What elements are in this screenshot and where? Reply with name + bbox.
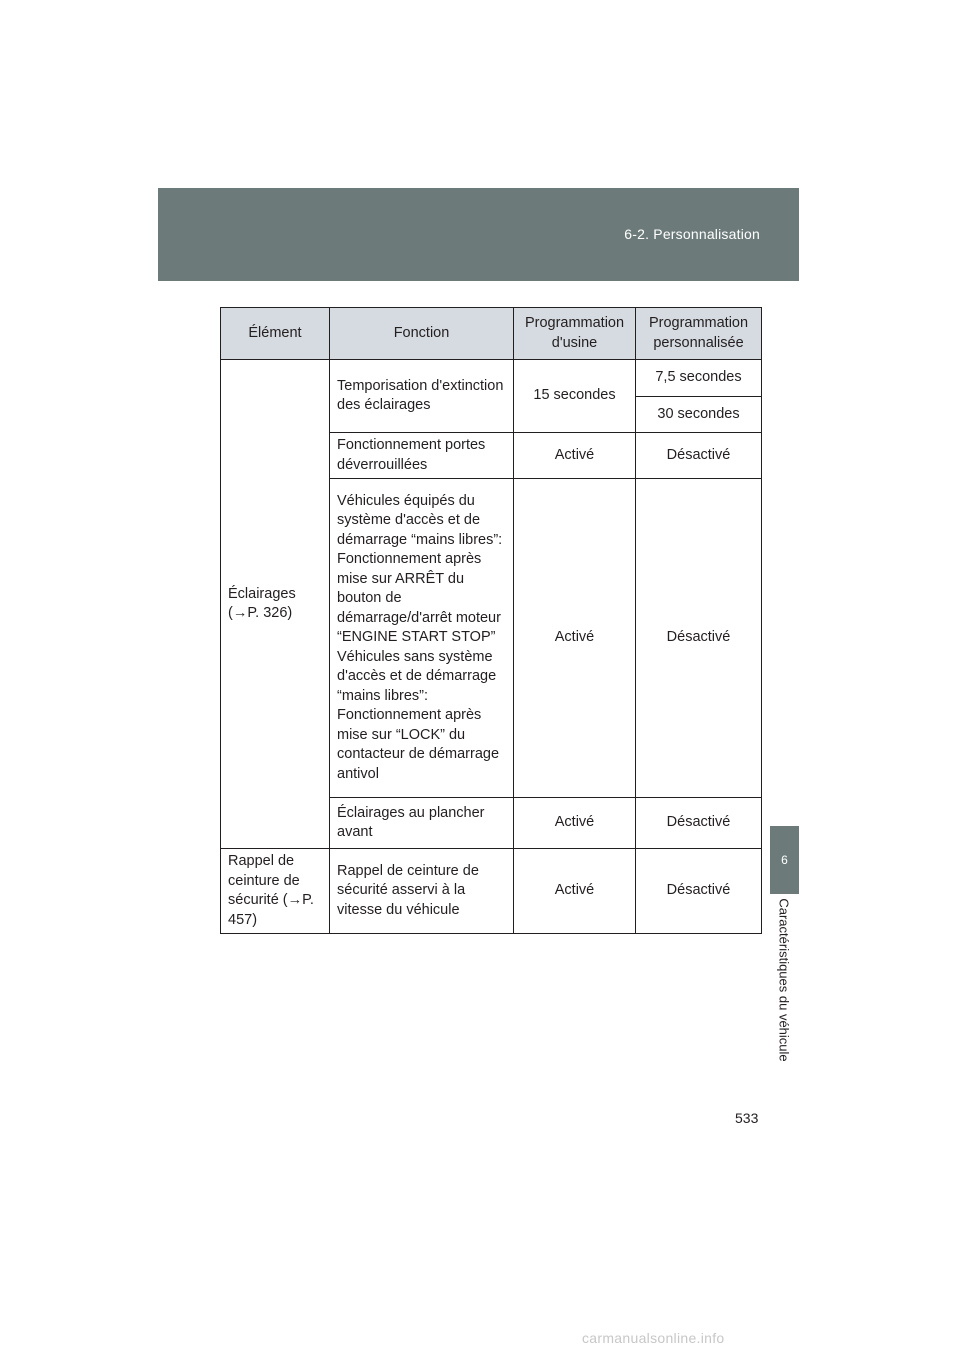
- table-row: [221, 849, 762, 934]
- chapter-tab: 6: [770, 826, 799, 894]
- header-perso: Programmation personnalisée: [636, 308, 762, 360]
- page-number: 533: [735, 1110, 759, 1126]
- section-header: [158, 188, 799, 281]
- fonction-cell: Véhicules équipés du système d'accès et de démarrage “mains libres”: Fonctionnement après mise sur ARRÊT du bouton de démarrage/d'arrêt moteur “ENGINE START STOP” Véhicules sans système d'accès et de démarrage “mains libres”: Fonctionnement après mise sur “LOCK” du contacteur de démarrage antivol: [330, 479, 514, 798]
- watermark-text: carmanualsonline.info: [582, 1330, 725, 1346]
- usine-cell: 15 secondes: [514, 360, 636, 433]
- chapter-label: Caractéristiques du véhicule: [776, 898, 792, 1062]
- perso-cell: Désactivé: [636, 849, 762, 934]
- header-element: Élément: [221, 308, 330, 360]
- table-header-row: [221, 308, 762, 360]
- perso-cell: Désactivé: [636, 433, 762, 479]
- section-title: 6-2. Personnalisation: [624, 226, 760, 242]
- element-cell-eclairages: Éclairages (→P. 326): [221, 360, 330, 849]
- customization-table: [220, 307, 762, 934]
- header-fonction: Fonction: [330, 308, 514, 360]
- table-row: [221, 360, 762, 397]
- fonction-cell: Fonctionnement portes déverrouillées: [330, 433, 514, 479]
- perso-cell: 30 secondes: [636, 396, 762, 433]
- usine-cell: Activé: [514, 479, 636, 798]
- fonction-cell: Rappel de ceinture de sécurité asservi à la vitesse du véhicule: [330, 849, 514, 934]
- usine-cell: Activé: [514, 849, 636, 934]
- fonction-cell: Éclairages au plancher avant: [330, 798, 514, 849]
- fonction-cell: Temporisation d'extinction des éclairages: [330, 360, 514, 433]
- perso-cell: Désactivé: [636, 798, 762, 849]
- usine-cell: Activé: [514, 798, 636, 849]
- element-cell-ceinture: Rappel de ceinture de sécurité (→P. 457): [221, 849, 330, 934]
- usine-cell: Activé: [514, 433, 636, 479]
- header-usine: Programmation d'usine: [514, 308, 636, 360]
- perso-cell: 7,5 secondes: [636, 360, 762, 397]
- perso-cell: Désactivé: [636, 479, 762, 798]
